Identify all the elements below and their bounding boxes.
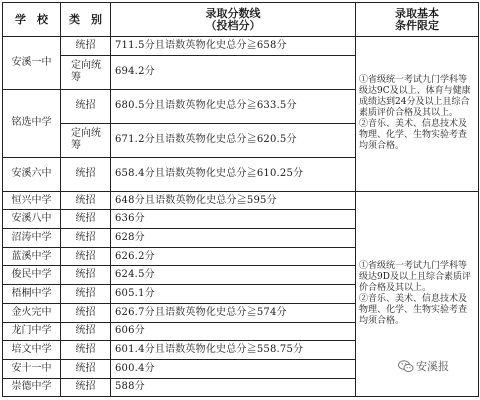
conditions-group-1-item-2: ②音乐、美术、信息技术及物理、化学、生物实验考查均须合格。 — [359, 119, 468, 152]
school-name: 龙门中学 — [3, 322, 61, 341]
score: 626.7分且语数英物化史总分≧574分 — [111, 303, 356, 322]
category: 统招 — [61, 37, 111, 56]
conditions-group-2-item-1: ①省级统一考试九门学科等级达9D及以上且综合素质评价合格及其以上。 — [359, 260, 471, 293]
admission-score-table — [2, 2, 479, 397]
school-name: 崇德中学 — [3, 378, 61, 397]
score: 588分 — [111, 378, 356, 397]
header-score-line1: 录取分数线 — [205, 6, 261, 20]
score: 658.4分且语数英物化史总分≧610.25分 — [111, 157, 356, 191]
school-name: 俊民中学 — [3, 266, 61, 285]
category: 统招 — [61, 247, 111, 266]
watermark-text: 安溪报 — [416, 360, 449, 373]
score: 680.5分且语数英物化史总分≧633.5分 — [111, 89, 356, 123]
score: 671.2分且语数英物化史总分≧620.5分 — [111, 123, 356, 157]
score: 694.2分 — [111, 55, 356, 89]
school-name: 培文中学 — [3, 341, 61, 360]
header-cond-line2: 条件限定 — [395, 18, 439, 32]
table-row — [3, 37, 479, 56]
header-score-line2: （投档分） — [205, 18, 261, 32]
header-school: 学 校 — [3, 3, 61, 37]
header-conditions — [356, 3, 479, 37]
header-cond-line1: 录取基本 — [395, 6, 439, 20]
wechat-icon — [398, 360, 414, 373]
category: 定向统筹 — [61, 123, 111, 157]
school-name: 沼涛中学 — [3, 229, 61, 248]
score: 601.4分且语数英物化史总分≧558.75分 — [111, 341, 356, 360]
category: 统招 — [61, 157, 111, 191]
category: 统招 — [61, 341, 111, 360]
score: 605.1分 — [111, 285, 356, 304]
admission-table-wrapper — [2, 2, 478, 397]
table-header-row — [3, 3, 479, 37]
score: 636分 — [111, 210, 356, 229]
score: 626.2分 — [111, 247, 356, 266]
header-category: 类 别 — [61, 3, 111, 37]
category: 统招 — [61, 303, 111, 322]
category: 统招 — [61, 229, 111, 248]
category: 统招 — [61, 285, 111, 304]
header-score — [111, 3, 356, 37]
category: 定向统筹 — [61, 55, 111, 89]
school-name: 安溪六中 — [3, 157, 61, 191]
watermark — [398, 358, 449, 374]
category: 统招 — [61, 89, 111, 123]
score: 711.5分且语数英物化史总分≧658分 — [111, 37, 356, 56]
conditions-group-1 — [356, 37, 479, 192]
conditions-group-2-item-2: ②音乐、美术、信息技术及物理、化学、生物实验考查均须合格。 — [359, 293, 468, 326]
school-name: 铭选中学 — [3, 89, 61, 157]
school-name: 蓝溪中学 — [3, 247, 61, 266]
score: 600.4分 — [111, 359, 356, 378]
school-name: 安十一中 — [3, 359, 61, 378]
category: 统招 — [61, 359, 111, 378]
score: 624.5分 — [111, 266, 356, 285]
category: 统招 — [61, 191, 111, 210]
school-name: 恒兴中学 — [3, 191, 61, 210]
category: 统招 — [61, 322, 111, 341]
school-name: 安溪一中 — [3, 37, 61, 90]
score: 648分且语数英物化史总分≧595分 — [111, 191, 356, 210]
school-name: 金火完中 — [3, 303, 61, 322]
score: 606分 — [111, 322, 356, 341]
score: 628分 — [111, 229, 356, 248]
school-name: 梧桐中学 — [3, 285, 61, 304]
conditions-group-1-item-1: ①省级统一考试九门学科等级达9C及以上、体育与健康成绩达到24分及以上且综合素质评价合格及其以上。 — [359, 75, 471, 119]
category: 统招 — [61, 378, 111, 397]
table-row — [3, 191, 479, 210]
category: 统招 — [61, 210, 111, 229]
school-name: 安溪八中 — [3, 210, 61, 229]
category: 统招 — [61, 266, 111, 285]
